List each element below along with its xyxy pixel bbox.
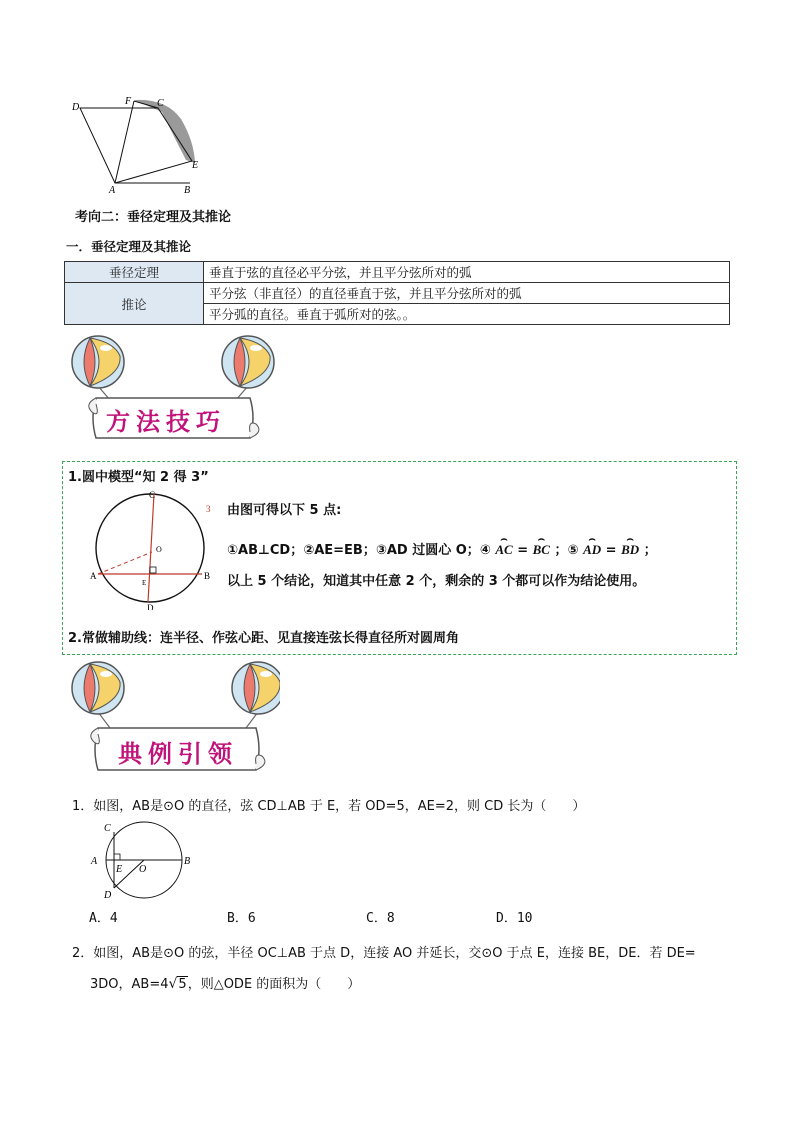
label-O: O [156,545,162,554]
equals-2: = [605,543,617,558]
banner-title: 典例引领 [118,740,238,768]
label-A: A [90,571,97,581]
tip-item-2: 2.常做辅助线：连半径、作弦心距、见直接连弦长得直径所对圆周角 [68,631,459,646]
option-C: C．8 [366,911,395,926]
label-D: D [147,603,154,610]
label-B: B [204,571,211,581]
row-text: 平分弧的直径。垂直于弧所对的弦。。 [204,304,730,325]
row-text: 平分弦（非直径）的直径垂直于弦，并且平分弦所对的弧 [204,283,730,304]
tip-item-1-title: 1.圆中模型“知 2 得 3” [68,470,209,485]
arc-BC: ⌢ BC [533,542,550,558]
beach-ball-icon [72,336,124,400]
sqrt-icon: √ [168,976,178,992]
section-subtitle: 一．垂径定理及其推论 [66,239,192,254]
label-E: E [192,160,199,171]
points-text-1: ①AB⊥CD；②AE=EB；③AD 过圆心 O；④ [227,543,491,558]
question-2-line-1: 2．如图，AB是⊙O 的弦，半径 OC⊥AB 于点 D，连接 AO 并延长，交⊙O 于点 E，连接 BE，DE．若 DE= [72,946,696,961]
question-2-line-2 [90,973,360,992]
banner-title: 方法技巧 [106,408,226,436]
row-label: 推论 [65,283,204,325]
tips-conclusion: 以上 5 个结论，知道其中任意 2 个，剩余的 3 个都可以作为结论使用。 [227,574,646,589]
points-text-2: ；⑤ [554,543,579,558]
beach-ball-icon [232,662,280,728]
shaded-arc-region [134,100,195,163]
label-D: D [104,890,112,901]
equals-1: = [517,543,529,558]
label-O: O [139,864,147,875]
label-B: B [184,856,191,867]
row-text: 垂直于弦的直径必平分弦，并且平分弦所对的弧 [204,262,730,283]
tips-intro: 由图可得以下 5 点: [227,503,342,518]
question-1-text: 1．如图，AB是⊙O 的直径，弦 CD⊥AB 于 E，若 OD=5，AE=2，则 CD 长为（ ） [72,799,586,814]
label-E: E [142,579,147,587]
label-A: A [109,185,116,196]
label-B: B [184,185,191,196]
five-points-line [227,539,657,558]
table-row [65,262,730,283]
beach-ball-icon [72,662,124,728]
q2-text-b: ，则△ODE 的面积为（ ） [187,977,361,992]
q2-text-a: 3DO，AB=4 [90,977,169,992]
question-1-figure [86,820,198,902]
arc-BD: ⌢ BD [621,542,639,558]
points-text-3: ； [643,543,657,558]
label-C: C [149,490,156,500]
label-D: D [72,102,80,113]
arc-AC: ⌢ AC [495,542,512,558]
theorem-table [64,261,730,325]
table-row [65,283,730,304]
sqrt-value: 5 [178,977,187,992]
circle-model-diagram [86,486,216,610]
label-C: C [104,823,111,834]
option-A: A．4 [89,911,118,926]
section-title: 考向二：垂径定理及其推论 [75,210,232,225]
label-A: A [91,856,98,867]
row-label: 垂径定理 [65,262,204,283]
option-D: D．10 [496,911,533,926]
label-num: 3 [206,504,211,514]
geometry-figure-1 [66,93,216,203]
label-E: E [116,864,123,875]
arc-AD: ⌢ AD [583,542,601,558]
beach-ball-icon [222,336,274,400]
label-C: C [157,98,164,109]
label-F: F [125,96,132,107]
option-B: B．6 [227,911,256,926]
